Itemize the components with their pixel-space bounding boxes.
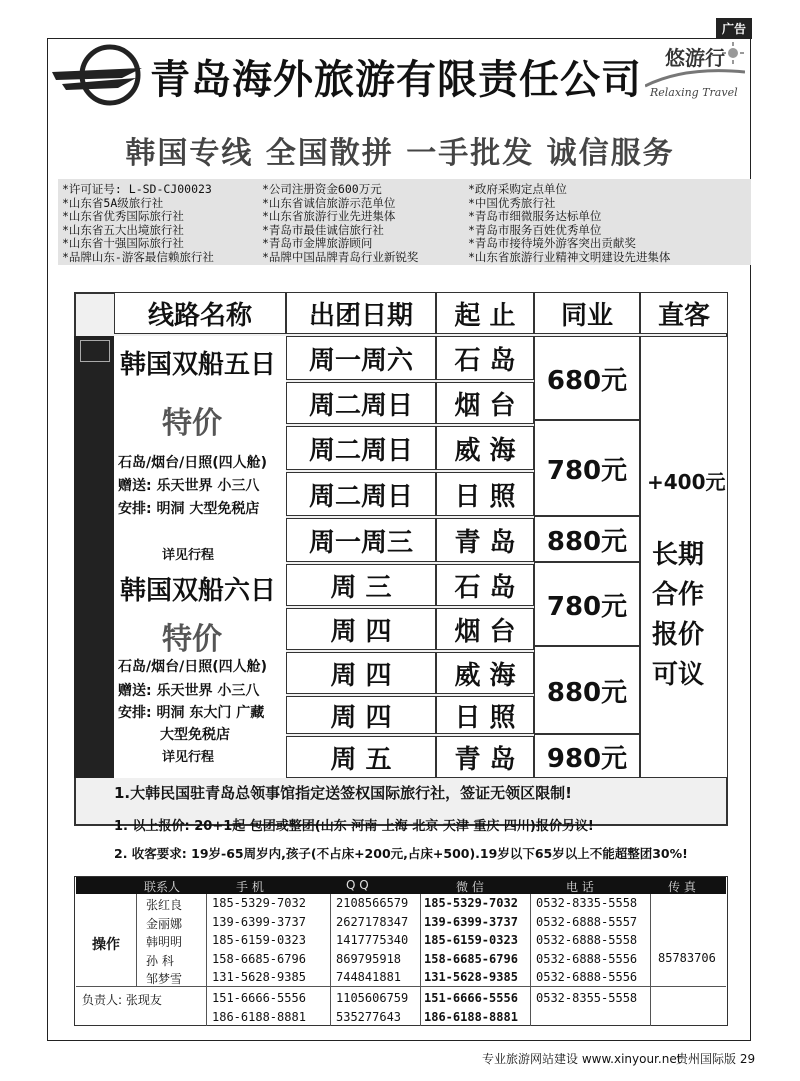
brand-swoosh-icon — [645, 62, 745, 88]
departure-date-cell: 周 五 — [286, 736, 436, 778]
contact-header: 联系人 — [144, 880, 181, 894]
brand-name: 悠游行 — [665, 46, 725, 70]
route2-special: 特价 — [162, 622, 222, 657]
header-port: 起 止 — [436, 292, 534, 334]
departure-date-cell: 周 三 — [286, 564, 436, 606]
price-cell: 980元 — [534, 734, 640, 778]
departure-port-cell: 烟 台 — [436, 382, 534, 424]
manager-qq: 1105606759 — [336, 991, 409, 1005]
fax-number: 85783706 — [658, 951, 716, 965]
contact-name: 韩明明 — [146, 935, 183, 949]
departure-port-cell: 日 照 — [436, 696, 534, 734]
contact-mobile: 185-5329-7032 — [212, 896, 306, 910]
contact-phone: 0532-6888-5558 — [536, 933, 638, 947]
price-cell: 780元 — [534, 420, 640, 516]
header-route: 线路名称 — [114, 292, 286, 334]
license-item: *青岛市金牌旅游顾问 — [262, 236, 373, 250]
departure-port-cell: 石 岛 — [436, 336, 534, 380]
license-item: *品牌中国品牌青岛行业新锐奖 — [262, 249, 419, 264]
contact-phone: 0532-6888-5556 — [536, 951, 638, 966]
departure-port-cell: 青 岛 — [436, 518, 534, 562]
contact-phone: 0532-8335-5558 — [536, 896, 638, 910]
contact-mobile: 185-6159-0323 — [212, 933, 306, 947]
license-item: *品牌山东-游客最信赖旅行社 — [62, 249, 214, 264]
manager-phone: 0532-8355-5558 — [536, 991, 638, 1005]
route2-gift: 赠送: 乐天世界 小三八 — [118, 683, 260, 699]
direct-note: 可议 — [652, 660, 705, 690]
guest-requirement-note: 2. 收客要求: 19岁-65周岁内,孩子(不占床+200元,占床+500).19岁以下65岁以上不能超整团30%! — [114, 846, 688, 861]
license-item: *公司注册资金600万元 — [262, 182, 382, 196]
license-item: *山东省五大出境旅行社 — [62, 222, 184, 237]
license-item: *政府采购定点单位 — [468, 182, 567, 196]
price-cell: 880元 — [534, 646, 640, 734]
contact-mobile: 131-5628-9385 — [212, 970, 306, 984]
departure-port-cell: 威 海 — [436, 426, 534, 470]
header-date: 出团日期 — [286, 292, 436, 334]
contact-header: 电 话 — [566, 880, 594, 894]
license-item: *山东省十强国际旅行社 — [62, 236, 184, 250]
route2-arrange: 安排: 明洞 东大门 广藏 — [118, 705, 265, 721]
route1-gift: 赠送: 乐天世界 小三八 — [118, 478, 260, 494]
license-item: *青岛市最佳诚信旅行社 — [262, 222, 384, 237]
table-side-bar — [74, 336, 114, 778]
departure-port-cell: 威 海 — [436, 652, 534, 694]
route1-arrange: 安排: 明洞 大型免税店 — [118, 501, 260, 517]
contact-header: Q Q — [346, 878, 369, 892]
manager-label: 负责人: 张现友 — [82, 993, 162, 1007]
header-trade-price: 同业 — [534, 292, 640, 334]
direct-extra: +400元 — [647, 470, 726, 494]
license-item: *中国优秀旅行社 — [468, 195, 556, 210]
contact-phone: 0532-6888-5556 — [536, 970, 638, 984]
departure-date-cell: 周 四 — [286, 608, 436, 650]
license-item: *山东省诚信旅游示范单位 — [262, 195, 396, 210]
contact-mobile: 139-6399-3737 — [212, 914, 306, 929]
departure-port-cell: 石 岛 — [436, 564, 534, 606]
contact-header: 传 真 — [668, 880, 696, 894]
contact-qq: 869795918 — [336, 951, 402, 966]
manager-mobile: 186-6188-8881 — [212, 1009, 306, 1024]
brand-subtitle: Relaxing Travel — [650, 86, 738, 99]
departure-port-cell: 烟 台 — [436, 608, 534, 650]
departure-date-cell: 周二周日 — [286, 382, 436, 424]
contact-wechat: 185-5329-7032 — [424, 896, 518, 910]
price-cell: 780元 — [534, 562, 640, 646]
contact-qq: 2627178347 — [336, 914, 409, 929]
header-direct-price: 直客 — [640, 292, 728, 334]
brand-sun-icon — [722, 42, 744, 64]
route1-special: 特价 — [162, 406, 222, 441]
contact-header: 手 机 — [236, 880, 264, 894]
contact-wechat: 185-6159-0323 — [424, 933, 518, 947]
contact-mobile: 158-6685-6796 — [212, 951, 306, 966]
direct-note: 报价 — [652, 620, 705, 650]
contact-qq: 1417775340 — [336, 933, 409, 947]
contact-wechat: 158-6685-6796 — [424, 951, 518, 966]
route1-ship: 石岛/烟台/日照(四人舱) — [118, 455, 268, 471]
company-logo-icon — [52, 44, 148, 106]
license-item: *山东省5A级旅行社 — [62, 195, 164, 210]
route1-title: 韩国双船五日 — [120, 350, 277, 380]
price-cell: 680元 — [534, 336, 640, 420]
direct-note: 合作 — [652, 580, 705, 610]
departure-date-cell: 周 四 — [286, 696, 436, 734]
direct-note: 长期 — [652, 540, 705, 570]
departure-port-cell: 青 岛 — [436, 736, 534, 778]
license-item: *许可证号: L-SD-CJ00023 — [62, 182, 212, 196]
company-name: 青岛海外旅游有限责任公司 — [150, 57, 642, 103]
departure-date-cell: 周 四 — [286, 652, 436, 694]
route2-itinerary: 详见行程 — [162, 750, 215, 765]
visa-note: 1.大韩民国驻青岛总领事馆指定送签权国际旅行社，签证无领区限制! — [114, 784, 572, 802]
departure-date-cell: 周二周日 — [286, 426, 436, 470]
slogan: 韩国专线 全国散拼 一手批发 诚信服务 — [125, 136, 675, 171]
footer-website: 专业旅游网站建设 www.xinyour.net — [482, 1052, 682, 1066]
license-item: *山东省旅游行业先进集体 — [262, 209, 396, 223]
contact-name: 邹梦雪 — [146, 972, 183, 986]
contact-phone: 0532-6888-5557 — [536, 914, 638, 929]
contact-qq: 744841881 — [336, 970, 402, 984]
route2-ship: 石岛/烟台/日照(四人舱) — [118, 659, 268, 675]
contact-name: 张红良 — [146, 898, 183, 912]
departure-date-cell: 周二周日 — [286, 472, 436, 516]
contact-wechat: 131-5628-9385 — [424, 970, 518, 984]
manager-mobile: 151-6666-5556 — [212, 991, 306, 1005]
price-note: 1. 以上报价: 20+1起 包团或整团(山东 河南 上海 北京 天津 重庆 四川)报价另议! — [114, 819, 594, 834]
route2-title: 韩国双船六日 — [120, 576, 277, 606]
price-cell: 880元 — [534, 516, 640, 562]
license-item: *山东省优秀国际旅行社 — [62, 209, 184, 223]
contact-name: 金丽娜 — [146, 916, 183, 931]
footer-page: 贵州国际版 29 — [676, 1052, 756, 1066]
manager-wechat: 151-6666-5556 — [424, 991, 518, 1005]
route2-arrange-2: 大型免税店 — [160, 727, 230, 743]
operate-label: 操作 — [92, 937, 120, 953]
manager-wechat: 186-6188-8881 — [424, 1009, 518, 1024]
license-item: *青岛市接待境外游客突出贡献奖 — [468, 236, 636, 250]
route1-itinerary: 详见行程 — [162, 548, 215, 563]
contact-wechat: 139-6399-3737 — [424, 914, 518, 929]
ad-tag: 广告 — [716, 18, 752, 39]
departure-date-cell: 周一周六 — [286, 336, 436, 380]
manager-qq: 535277643 — [336, 1009, 402, 1024]
contact-qq: 2108566579 — [336, 896, 409, 910]
license-item: *山东省旅游行业精神文明建设先进集体 — [468, 249, 671, 264]
departure-port-cell: 日 照 — [436, 472, 534, 516]
departure-date-cell: 周一周三 — [286, 518, 436, 562]
license-item: *青岛市服务百姓优秀单位 — [468, 222, 602, 237]
contact-name: 孙 科 — [146, 953, 174, 968]
license-item: *青岛市细微服务达标单位 — [468, 209, 602, 223]
contact-header: 微 信 — [456, 880, 484, 894]
